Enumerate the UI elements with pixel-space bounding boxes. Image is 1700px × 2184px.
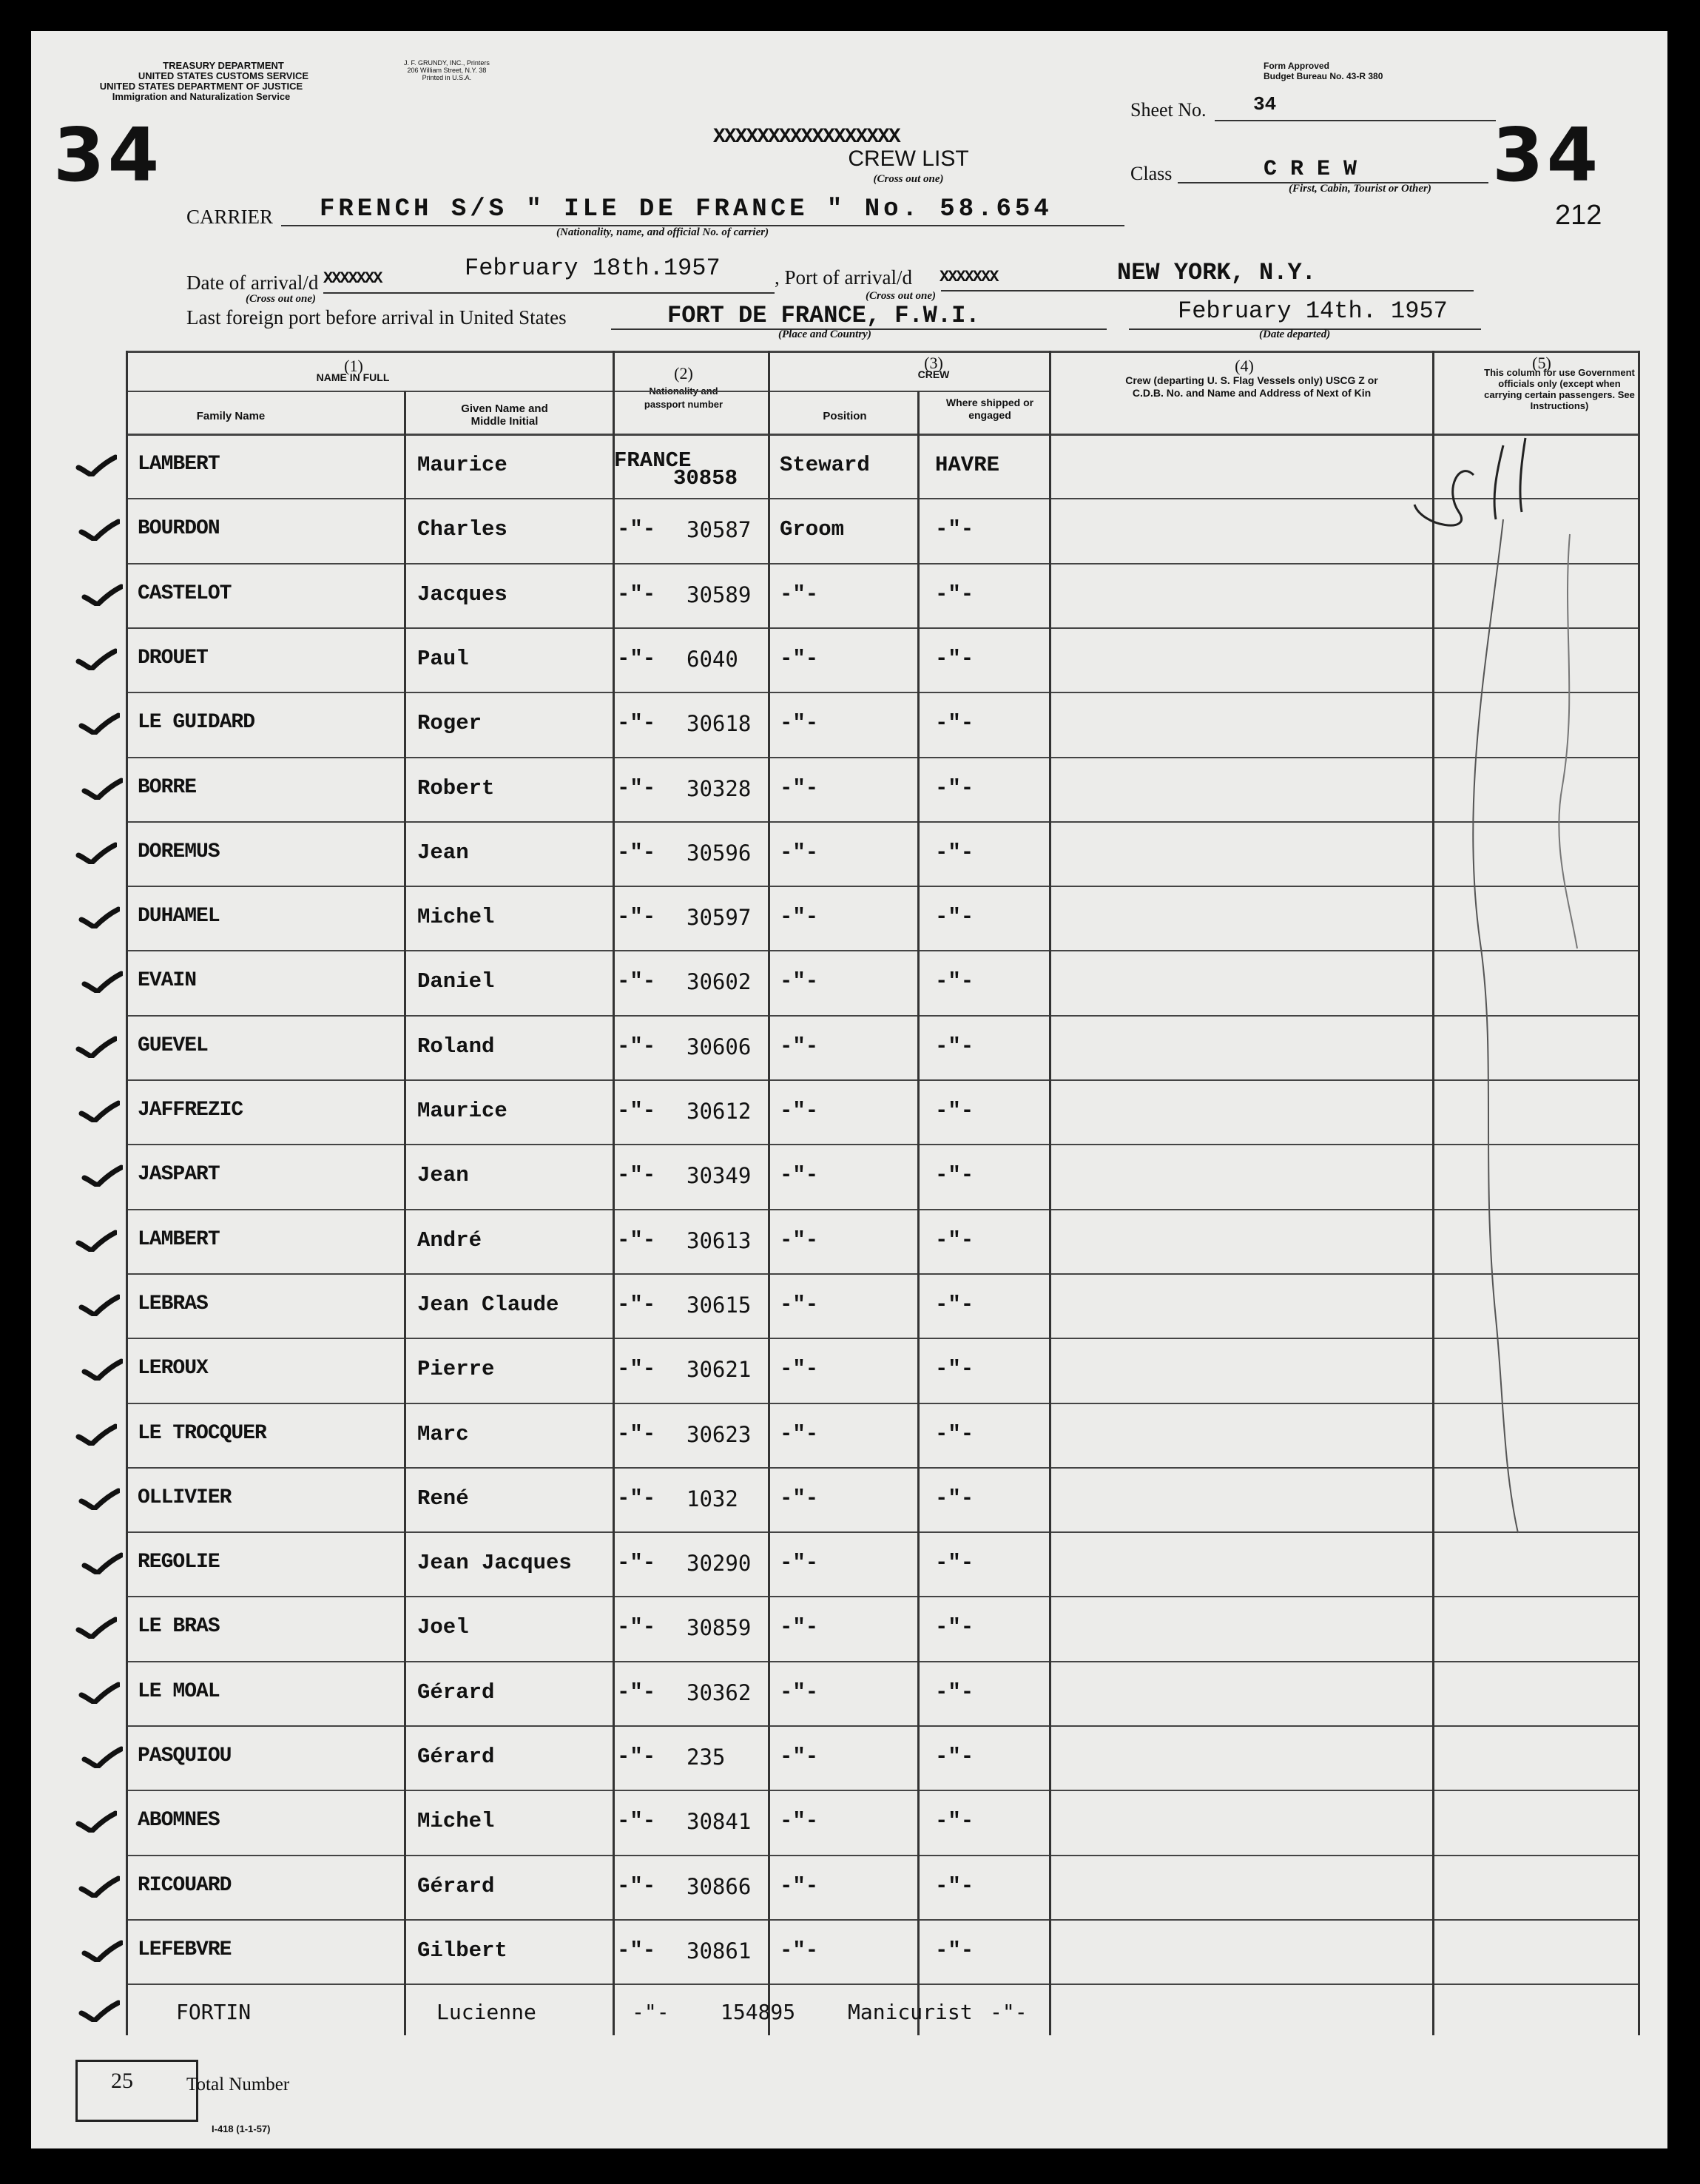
position-cell: -"- bbox=[780, 1227, 819, 1253]
passport-cell: 30618 bbox=[687, 711, 752, 737]
table-top-border bbox=[126, 351, 1638, 353]
family-name-cell: LE GUIDARD bbox=[138, 711, 255, 735]
position-cell: -"- bbox=[780, 1163, 819, 1188]
given-name-cell: Gérard bbox=[417, 1873, 495, 1898]
nationality-cell: -"- bbox=[617, 969, 656, 994]
shipped-cell: -"- bbox=[935, 905, 974, 930]
given-name-cell: Roland bbox=[417, 1034, 495, 1059]
passport-cell: 30602 bbox=[687, 969, 752, 995]
sheet-value: 34 bbox=[1253, 93, 1277, 115]
given-name-cell: Jacques bbox=[417, 582, 507, 607]
family-name-cell: REGOLIE bbox=[138, 1551, 220, 1574]
family-name-cell: LE MOAL bbox=[138, 1679, 220, 1703]
shipped-cell: -"- bbox=[935, 1551, 974, 1576]
check-mark-icon bbox=[81, 1552, 123, 1574]
passport-cell: 30290 bbox=[687, 1551, 752, 1577]
position-cell: Groom bbox=[780, 517, 845, 542]
col1-title: NAME IN FULL bbox=[316, 371, 390, 383]
passport-cell: 30859 bbox=[687, 1615, 752, 1641]
given-name-cell: Gérard bbox=[417, 1745, 495, 1769]
nationality-cell: -"- bbox=[617, 1551, 656, 1576]
port-arrival-value: NEW YORK, N.Y. bbox=[1117, 259, 1316, 286]
column-divider bbox=[613, 351, 615, 2035]
given-name-cell: Maurice bbox=[417, 1099, 507, 1123]
shipped-cell: -"- bbox=[935, 1163, 974, 1188]
check-mark-icon bbox=[75, 1230, 117, 1252]
shipped-cell: -"- bbox=[935, 1679, 974, 1705]
given-name-cell: Joel bbox=[417, 1615, 469, 1640]
shipped-cell: -"- bbox=[935, 1809, 974, 1834]
check-mark-icon bbox=[78, 1488, 120, 1510]
col-family-name: Family Name bbox=[196, 410, 266, 422]
col-position: Position bbox=[823, 410, 867, 422]
passport-cell: 30328 bbox=[687, 775, 752, 801]
signature-mark bbox=[1392, 431, 1599, 1540]
passport-cell: 235 bbox=[687, 1745, 726, 1770]
check-mark-icon bbox=[75, 1810, 117, 1833]
shipped-cell: -"- bbox=[935, 1421, 974, 1446]
row-divider bbox=[126, 1661, 1638, 1662]
nationality-cell: -"- bbox=[617, 1745, 656, 1769]
carrier-label: CARRIER bbox=[186, 206, 274, 228]
title-struck: XXXXXXXXXXXXXXXXX bbox=[713, 126, 900, 149]
family-name-cell: OLLIVIER bbox=[138, 1486, 232, 1509]
family-name-cell: GUEVEL bbox=[138, 1034, 208, 1057]
shipped-cell: -"- bbox=[935, 1227, 974, 1253]
column-divider bbox=[768, 351, 770, 2035]
printer-line: Printed in U.S.A. bbox=[422, 74, 472, 81]
agency-line: Immigration and Naturalization Service bbox=[112, 91, 291, 102]
given-name-cell: Gérard bbox=[417, 1679, 495, 1705]
agency-line: UNITED STATES CUSTOMS SERVICE bbox=[138, 70, 309, 81]
position-cell: -"- bbox=[780, 1292, 819, 1317]
col3-number: (3) bbox=[924, 354, 943, 372]
family-name-cell: CASTELOT bbox=[138, 582, 232, 605]
passport-cell: 30841 bbox=[687, 1809, 752, 1835]
check-mark-icon bbox=[81, 584, 123, 606]
passport-cell: 154895 bbox=[721, 2000, 796, 2025]
shipped-cell: -"- bbox=[935, 1357, 974, 1382]
passport-cell: 30861 bbox=[687, 1938, 752, 1964]
position-cell: Steward bbox=[780, 453, 870, 477]
sheet-stamp-right: 34 bbox=[1492, 112, 1602, 198]
given-name-cell: Pierre bbox=[417, 1357, 495, 1382]
passport-cell: 30597 bbox=[687, 905, 752, 931]
family-name-cell: EVAIN bbox=[138, 969, 197, 993]
printer-line: 206 William Street, N.Y. 38 bbox=[407, 67, 487, 74]
col2-title: Nationality and passport number bbox=[644, 385, 723, 410]
port-arrival-struck: XXXXXXX bbox=[940, 268, 998, 286]
date-departed-value: February 14th. 1957 bbox=[1178, 297, 1448, 325]
nationality-cell: FRANCE bbox=[614, 448, 692, 473]
given-name-cell: Jean bbox=[417, 840, 469, 865]
position-cell: -"- bbox=[780, 1745, 819, 1769]
nationality-cell: -"- bbox=[617, 1227, 656, 1253]
crew-subheader-line bbox=[768, 391, 1049, 392]
given-name-cell: Lucienne bbox=[436, 2000, 536, 2025]
date-arrival-value: February 18th.1957 bbox=[465, 255, 721, 282]
passport-cell: 30615 bbox=[687, 1292, 752, 1318]
check-mark-icon bbox=[78, 1100, 120, 1122]
given-name-cell: Jean Jacques bbox=[417, 1551, 572, 1576]
total-box bbox=[75, 2060, 198, 2122]
family-name-cell: FORTIN bbox=[176, 2000, 252, 2025]
check-mark-icon bbox=[81, 778, 123, 800]
check-mark-icon bbox=[75, 454, 117, 476]
family-name-cell: ABOMNES bbox=[138, 1809, 220, 1833]
shipped-cell: -"- bbox=[935, 711, 974, 736]
position-cell: -"- bbox=[780, 1938, 819, 1963]
form-approved-line: Form Approved bbox=[1264, 61, 1329, 71]
check-mark-icon bbox=[78, 2000, 120, 2022]
family-name-cell: DROUET bbox=[138, 646, 208, 670]
col5-title: This column for use Government officials only (except when carrying certain passengers. See Instructions) bbox=[1484, 367, 1635, 411]
given-name-cell: Charles bbox=[417, 517, 507, 542]
shipped-cell: -"- bbox=[935, 1873, 974, 1898]
col3-title: CREW bbox=[917, 368, 950, 380]
column-divider bbox=[404, 391, 406, 2035]
date-arrival-label: Date of arrival/d bbox=[186, 272, 319, 294]
passport-cell: 30858 bbox=[673, 466, 738, 491]
given-name-cell: Robert bbox=[417, 775, 495, 801]
nationality-cell: -"- bbox=[617, 1615, 656, 1640]
passport-cell: 30606 bbox=[687, 1034, 752, 1059]
family-name-cell: LEROUX bbox=[138, 1357, 208, 1381]
position-cell: -"- bbox=[780, 840, 819, 865]
nationality-cell: -"- bbox=[617, 1809, 656, 1834]
printer-line: J. F. GRUNDY, INC., Printers bbox=[404, 59, 490, 67]
passport-cell: 30362 bbox=[687, 1679, 752, 1705]
shipped-cell: HAVRE bbox=[935, 453, 1000, 477]
passport-cell: 30612 bbox=[687, 1099, 752, 1124]
passport-cell: 30621 bbox=[687, 1357, 752, 1383]
shipped-cell: -"- bbox=[935, 582, 974, 607]
shipped-cell: -"- bbox=[935, 1292, 974, 1317]
nationality-cell: -"- bbox=[617, 840, 656, 865]
check-mark-icon bbox=[78, 906, 120, 928]
port-arrival-label: , Port of arrival/d bbox=[775, 266, 912, 289]
family-name-cell: DUHAMEL bbox=[138, 905, 220, 928]
row-divider bbox=[126, 1790, 1638, 1791]
check-mark-icon bbox=[78, 712, 120, 735]
port-arrival-hint: (Cross out one) bbox=[866, 290, 937, 302]
date-arrival-struck: XXXXXXX bbox=[323, 269, 382, 288]
document-title: CREW LIST bbox=[848, 146, 969, 171]
row-divider bbox=[126, 1919, 1638, 1921]
passport-cell: 30349 bbox=[687, 1163, 752, 1189]
position-cell: -"- bbox=[780, 1873, 819, 1898]
col5-number: (5) bbox=[1532, 354, 1551, 372]
given-name-cell: Jean bbox=[417, 1163, 469, 1188]
given-name-cell: Daniel bbox=[417, 969, 495, 994]
position-cell: -"- bbox=[780, 905, 819, 930]
given-name-cell: Roger bbox=[417, 711, 482, 736]
shipped-cell: -"- bbox=[935, 1034, 974, 1059]
col4-number: (4) bbox=[1235, 357, 1254, 375]
column-divider bbox=[1638, 351, 1640, 2035]
nationality-cell: -"- bbox=[617, 1034, 656, 1059]
page-ref: 212 bbox=[1555, 200, 1602, 231]
position-cell: -"- bbox=[780, 1551, 819, 1576]
check-mark-icon bbox=[78, 1294, 120, 1316]
check-mark-icon bbox=[75, 648, 117, 670]
row-divider bbox=[126, 1725, 1638, 1727]
total-value: 25 bbox=[111, 2069, 133, 2093]
column-divider bbox=[1049, 351, 1051, 2035]
position-cell: -"- bbox=[780, 711, 819, 736]
family-name-cell: LEFEBVRE bbox=[138, 1938, 232, 1961]
position-cell: -"- bbox=[780, 1357, 819, 1382]
family-name-cell: DOREMUS bbox=[138, 840, 220, 863]
check-mark-icon bbox=[81, 1746, 123, 1768]
nationality-cell: -"- bbox=[617, 517, 656, 542]
nationality-cell: -"- bbox=[617, 1099, 656, 1123]
shipped-cell: -"- bbox=[935, 517, 974, 542]
nationality-cell: -"- bbox=[617, 1357, 656, 1382]
shipped-cell: -"- bbox=[935, 646, 974, 671]
given-name-cell: Maurice bbox=[417, 453, 507, 477]
nationality-cell: -"- bbox=[632, 2000, 669, 2025]
shipped-cell: -"- bbox=[990, 2000, 1028, 2025]
check-mark-icon bbox=[81, 1940, 123, 1962]
passport-cell: 1032 bbox=[687, 1486, 738, 1511]
position-cell: Manicurist bbox=[848, 2000, 973, 2025]
family-name-cell: BORRE bbox=[138, 775, 197, 799]
check-mark-icon bbox=[75, 1036, 117, 1058]
nationality-cell: -"- bbox=[617, 1873, 656, 1898]
check-mark-icon bbox=[81, 1165, 123, 1187]
nationality-cell: -"- bbox=[617, 1163, 656, 1188]
check-mark-icon bbox=[81, 1358, 123, 1381]
passport-cell: 6040 bbox=[687, 646, 738, 672]
check-mark-icon bbox=[78, 1682, 120, 1704]
passport-cell: 30589 bbox=[687, 582, 752, 607]
col1-number: (1) bbox=[344, 357, 363, 375]
given-name-cell: Paul bbox=[417, 646, 469, 671]
given-name-cell: Gilbert bbox=[417, 1938, 507, 1963]
row-divider bbox=[126, 1984, 1638, 1985]
nationality-cell: -"- bbox=[617, 775, 656, 801]
date-departed-hint: (Date departed) bbox=[1259, 328, 1331, 340]
given-name-cell: René bbox=[417, 1486, 469, 1511]
check-mark-icon bbox=[75, 1617, 117, 1639]
class-label: Class bbox=[1130, 163, 1173, 184]
family-name-cell: JAFFREZIC bbox=[138, 1099, 243, 1122]
date-arrival-hint: (Cross out one) bbox=[246, 293, 317, 305]
nationality-cell: -"- bbox=[617, 711, 656, 736]
passport-cell: 30623 bbox=[687, 1421, 752, 1447]
total-label: Total Number bbox=[186, 2075, 290, 2094]
family-name-cell: LAMBERT bbox=[138, 1227, 220, 1251]
check-mark-icon bbox=[81, 971, 123, 993]
check-mark-icon bbox=[78, 519, 120, 541]
nationality-cell: -"- bbox=[617, 1292, 656, 1317]
position-cell: -"- bbox=[780, 646, 819, 671]
form-code: I-418 (1-1-57) bbox=[212, 2123, 271, 2134]
shipped-cell: -"- bbox=[935, 1615, 974, 1640]
carrier-value: FRENCH S/S " ILE DE FRANCE " No. 58.654 bbox=[320, 195, 1053, 223]
position-cell: -"- bbox=[780, 1421, 819, 1446]
shipped-cell: -"- bbox=[935, 1745, 974, 1769]
sheet-stamp-left: 34 bbox=[53, 112, 163, 198]
nationality-cell: -"- bbox=[617, 1486, 656, 1511]
column-divider bbox=[126, 351, 128, 2035]
class-value: C R E W bbox=[1264, 157, 1357, 182]
last-port-label: Last foreign port before arrival in United States bbox=[186, 306, 567, 328]
given-name-cell: Michel bbox=[417, 1809, 495, 1834]
shipped-cell: -"- bbox=[935, 969, 974, 994]
shipped-cell: -"- bbox=[935, 775, 974, 801]
given-name-cell: Michel bbox=[417, 905, 495, 930]
nationality-cell: -"- bbox=[617, 1679, 656, 1705]
nationality-cell: -"- bbox=[617, 1421, 656, 1446]
col-given-name: Given Name and Middle Initial bbox=[461, 402, 548, 428]
family-name-cell: LE TROCQUER bbox=[138, 1421, 266, 1445]
given-name-cell: Jean Claude bbox=[417, 1292, 559, 1317]
passport-cell: 30613 bbox=[687, 1227, 752, 1253]
family-name-cell: LEBRAS bbox=[138, 1292, 208, 1315]
family-name-cell: LAMBERT bbox=[138, 453, 220, 476]
family-name-cell: BOURDON bbox=[138, 517, 220, 541]
position-cell: -"- bbox=[780, 775, 819, 801]
title-hint: (Cross out one) bbox=[873, 173, 944, 185]
nationality-cell: -"- bbox=[617, 582, 656, 607]
passport-cell: 30587 bbox=[687, 517, 752, 543]
col2-number: (2) bbox=[674, 364, 693, 382]
shipped-cell: -"- bbox=[935, 1099, 974, 1123]
family-name-cell: JASPART bbox=[138, 1163, 220, 1187]
position-cell: -"- bbox=[780, 1615, 819, 1640]
family-name-cell: RICOUARD bbox=[138, 1873, 232, 1897]
agency-line: UNITED STATES DEPARTMENT OF JUSTICE bbox=[99, 81, 303, 92]
form-approved-line: Budget Bureau No. 43-R 380 bbox=[1264, 71, 1383, 81]
sheet-label: Sheet No. bbox=[1130, 99, 1207, 121]
agency-line: TREASURY DEPARTMENT bbox=[163, 60, 284, 71]
check-mark-icon bbox=[75, 1423, 117, 1446]
nationality-cell: -"- bbox=[617, 646, 656, 671]
name-subheader-line bbox=[126, 391, 768, 392]
last-port-value: FORT DE FRANCE, F.W.I. bbox=[667, 302, 980, 329]
position-cell: -"- bbox=[780, 1486, 819, 1511]
nationality-cell: -"- bbox=[617, 1938, 656, 1963]
shipped-cell: -"- bbox=[935, 1938, 974, 1963]
position-cell: -"- bbox=[780, 1809, 819, 1834]
position-cell: -"- bbox=[780, 1679, 819, 1705]
col-shipped: Where shipped or engaged bbox=[945, 397, 1034, 421]
position-cell: -"- bbox=[780, 582, 819, 607]
shipped-cell: -"- bbox=[935, 840, 974, 865]
passport-cell: 30866 bbox=[687, 1873, 752, 1899]
nationality-cell: -"- bbox=[617, 905, 656, 930]
passport-cell: 30596 bbox=[687, 840, 752, 866]
position-cell: -"- bbox=[780, 1034, 819, 1059]
column-divider bbox=[917, 391, 920, 2035]
col4-title: Crew (departing U. S. Flag Vessels only) USCG Z or C.D.B. No. and Name and Address of Next of Kin bbox=[1125, 374, 1378, 399]
row-divider bbox=[126, 1596, 1638, 1597]
position-cell: -"- bbox=[780, 1099, 819, 1123]
check-mark-icon bbox=[78, 1875, 120, 1898]
last-port-hint: (Place and Country) bbox=[778, 328, 871, 340]
given-name-cell: Marc bbox=[417, 1421, 469, 1446]
row-divider bbox=[126, 1855, 1638, 1856]
given-name-cell: André bbox=[417, 1227, 482, 1253]
document-page bbox=[31, 31, 1667, 2148]
position-cell: -"- bbox=[780, 969, 819, 994]
family-name-cell: LE BRAS bbox=[138, 1615, 220, 1639]
shipped-cell: -"- bbox=[935, 1486, 974, 1511]
family-name-cell: PASQUIOU bbox=[138, 1745, 232, 1767]
class-hint: (First, Cabin, Tourist or Other) bbox=[1289, 183, 1431, 195]
carrier-hint: (Nationality, name, and official No. of carrier) bbox=[556, 226, 769, 238]
check-mark-icon bbox=[75, 842, 117, 864]
